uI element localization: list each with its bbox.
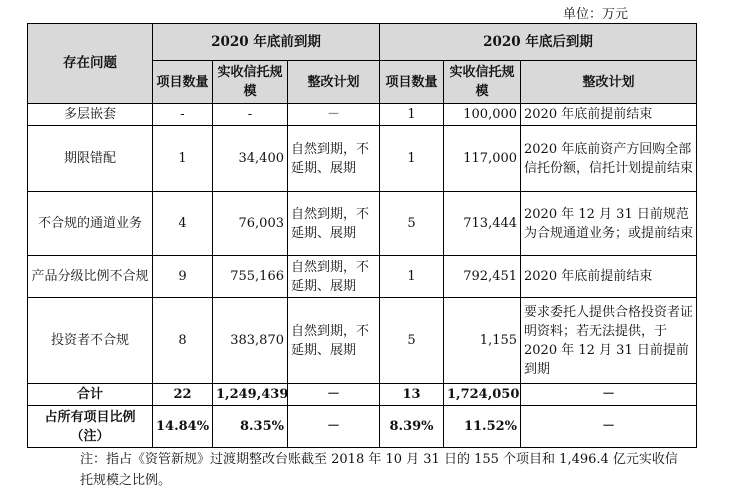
issue-cell: 期限错配	[28, 126, 153, 192]
header-after-count: 项目数量	[380, 61, 444, 104]
total-before-scale: 1,249,439	[213, 384, 288, 406]
rectification-table	[27, 23, 697, 448]
after-count-cell: 1	[380, 256, 444, 298]
issue-cell: 不合规的通道业务	[28, 192, 153, 256]
total-row	[28, 384, 697, 406]
before-plan-cell: 自然到期，不延期、展期	[288, 126, 380, 192]
issue-cell: 产品分级比例不合规	[28, 256, 153, 298]
ratio-before-plan: －	[288, 406, 380, 448]
before-scale-cell: 76,003	[213, 192, 288, 256]
after-plan-cell: 2020 年 12 月 31 日前规范为合规通道业务；或提前结束	[521, 192, 697, 256]
after-count-cell: 1	[380, 104, 444, 126]
total-before-plan: －	[288, 384, 380, 406]
after-scale-cell: 713,444	[444, 192, 521, 256]
after-plan-cell: 2020 年底前资产方回购全部信托份额，信托计划提前结束	[521, 126, 697, 192]
before-scale-cell: 34,400	[213, 126, 288, 192]
after-count-cell: 5	[380, 298, 444, 384]
header-after-scale: 实收信托规模	[444, 61, 521, 104]
before-plan-cell: 自然到期，不延期、展期	[288, 298, 380, 384]
table-row	[28, 104, 697, 126]
table-row	[28, 298, 697, 384]
before-count-cell: 4	[153, 192, 213, 256]
issue-cell: 投资者不合规	[28, 298, 153, 384]
table-row	[28, 126, 697, 192]
before-plan-cell: －	[288, 104, 380, 126]
issue-cell: 多层嵌套	[28, 104, 153, 126]
before-count-cell: -	[153, 104, 213, 126]
ratio-after-count: 8.39%	[380, 406, 444, 448]
after-scale-cell: 1,155	[444, 298, 521, 384]
header-group-before: 2020 年底前到期	[153, 24, 380, 61]
before-count-cell: 9	[153, 256, 213, 298]
ratio-before-count: 14.84%	[153, 406, 213, 448]
total-label: 合计	[28, 384, 153, 406]
ratio-before-scale: 8.35%	[213, 406, 288, 448]
table-row	[28, 192, 697, 256]
after-count-cell: 1	[380, 126, 444, 192]
after-scale-cell: 117,000	[444, 126, 521, 192]
header-issue: 存在问题	[28, 24, 153, 104]
total-before-count: 22	[153, 384, 213, 406]
ratio-label: 占所有项目比例（注）	[28, 406, 153, 448]
ratio-after-plan: －	[521, 406, 697, 448]
footnote: 注：指占《资管新规》过渡期整改台账截至 2018 年 10 月 31 日的 155 个项目和 1,496.4 亿元实收信托规模之比例。	[80, 452, 678, 488]
ratio-after-scale: 11.52%	[444, 406, 521, 448]
after-scale-cell: 100,000	[444, 104, 521, 126]
ratio-row	[28, 406, 697, 448]
after-scale-cell: 792,451	[444, 256, 521, 298]
after-plan-cell: 2020 年底前提前结束	[521, 104, 697, 126]
after-plan-cell: 2020 年底前提前结束	[521, 256, 697, 298]
header-before-count: 项目数量	[153, 61, 213, 104]
total-after-count: 13	[380, 384, 444, 406]
before-count-cell: 1	[153, 126, 213, 192]
total-after-plan: －	[521, 384, 697, 406]
header-row-groups	[28, 24, 697, 61]
before-count-cell: 8	[153, 298, 213, 384]
before-scale-cell: -	[213, 104, 288, 126]
after-count-cell: 5	[380, 192, 444, 256]
header-after-plan: 整改计划	[521, 61, 697, 104]
header-group-after: 2020 年底后到期	[380, 24, 697, 61]
header-before-plan: 整改计划	[288, 61, 380, 104]
before-plan-cell: 自然到期，不延期、展期	[288, 192, 380, 256]
before-scale-cell: 383,870	[213, 298, 288, 384]
header-before-scale: 实收信托规模	[213, 61, 288, 104]
before-scale-cell: 755,166	[213, 256, 288, 298]
before-plan-cell: 自然到期，不延期、展期	[288, 256, 380, 298]
after-plan-cell: 要求委托人提供合格投资者证明资料；若无法提供，于 2020 年 12 月 31 日前提前到期	[521, 298, 697, 384]
table-row	[28, 256, 697, 298]
total-after-scale: 1,724,050	[444, 384, 521, 406]
unit-label: 单位：万元	[563, 7, 629, 22]
